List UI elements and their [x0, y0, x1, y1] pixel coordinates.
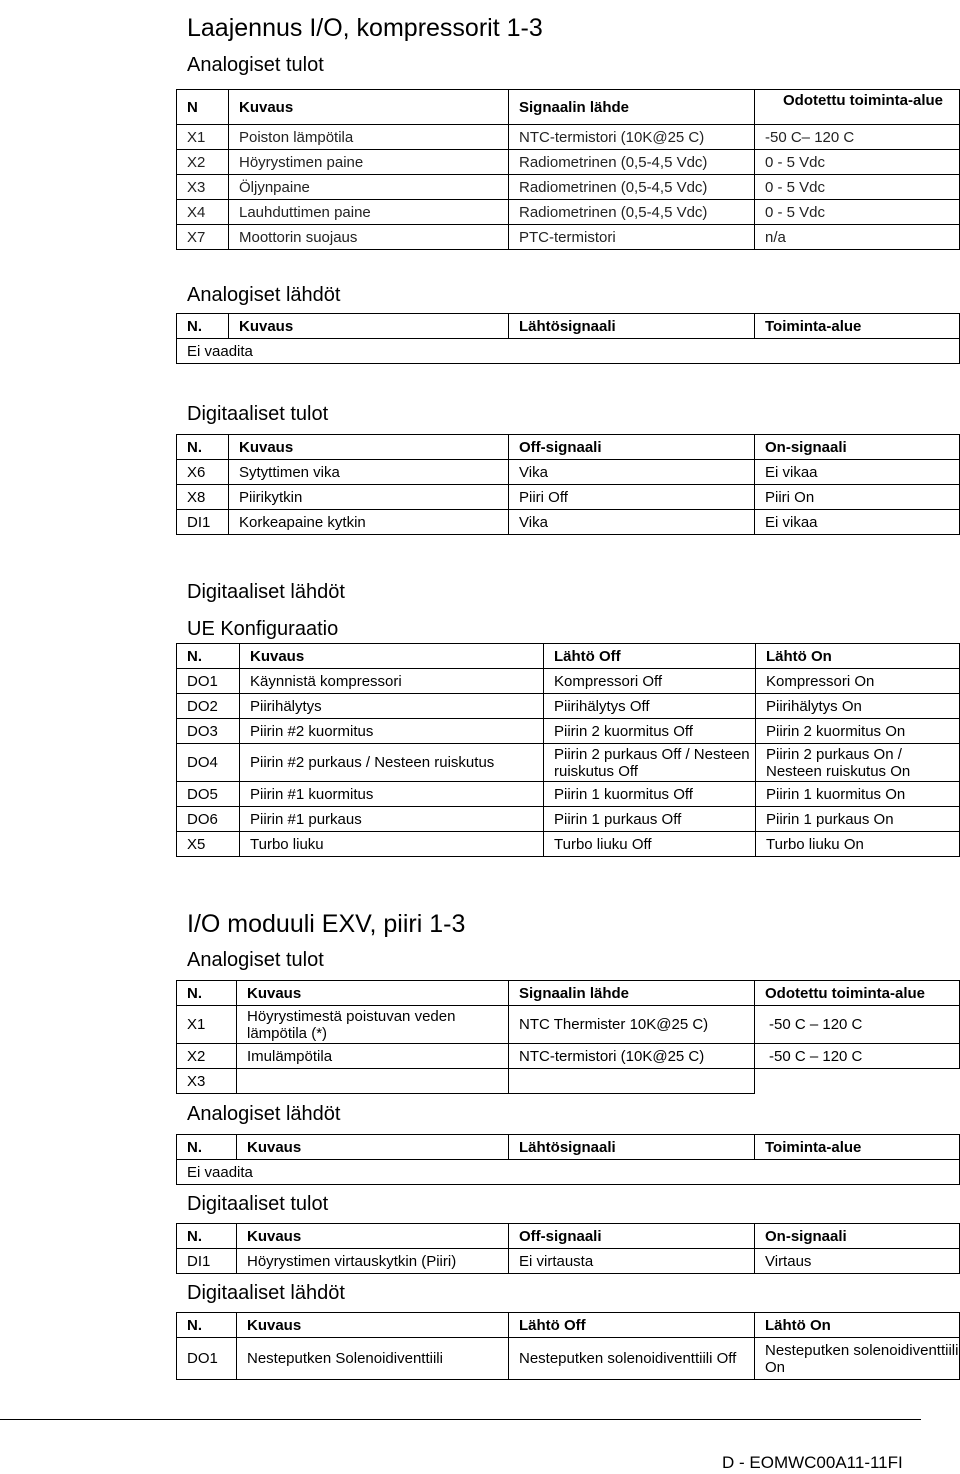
cell: Höyrystimen paine	[229, 150, 509, 175]
cell: Vika	[509, 460, 755, 485]
col-header: Kuvaus	[240, 644, 544, 669]
section-heading-analog-inputs: Analogiset tulot	[187, 54, 324, 76]
table-row	[177, 150, 960, 175]
col-header: N.	[177, 644, 240, 669]
table-row	[177, 225, 960, 250]
table-row	[177, 485, 960, 510]
table-row	[177, 1006, 960, 1044]
col-header: Off-signaali	[509, 1224, 755, 1249]
cell: DI1	[177, 510, 229, 535]
col-header: Kuvaus	[237, 981, 509, 1006]
table-row	[177, 744, 960, 782]
table-row	[177, 694, 960, 719]
table-row	[177, 782, 960, 807]
table-row	[177, 1044, 960, 1069]
cell: X1	[177, 125, 229, 150]
cell	[509, 1069, 755, 1094]
cell: X7	[177, 225, 229, 250]
cell: Käynnistä kompressori	[240, 669, 544, 694]
section-title: I/O moduuli EXV, piiri 1-3	[187, 910, 466, 938]
cell: Turbo liuku	[240, 832, 544, 857]
cell: Radiometrinen (0,5-4,5 Vdc)	[509, 175, 755, 200]
table-row	[177, 175, 960, 200]
col-header: On-signaali	[755, 435, 960, 460]
col-header: Odotettu toiminta-alue	[755, 90, 960, 125]
col-header: Off-signaali	[509, 435, 755, 460]
cell: NTC Thermister 10K@25 C)	[509, 1006, 755, 1044]
cell: Radiometrinen (0,5-4,5 Vdc)	[509, 200, 755, 225]
col-header: Lähtö Off	[544, 644, 756, 669]
col-header: N.	[177, 1313, 237, 1338]
exv-analog-inputs-table	[176, 980, 960, 1094]
table-header-row	[177, 981, 960, 1006]
cell: Piirin 1 kuormitus On	[756, 782, 960, 807]
table-header-row	[177, 1224, 960, 1249]
table-row	[177, 719, 960, 744]
section-heading-digital-outputs: Digitaaliset lähdöt	[187, 581, 345, 603]
cell: Piirihälytys	[240, 694, 544, 719]
document-code: D - EOMWC00A11-11FI	[722, 1453, 903, 1472]
cell: 0 - 5 Vdc	[755, 200, 960, 225]
cell: Höyrystimestä poistuvan veden lämpötila (*)	[237, 1006, 509, 1044]
col-header: Signaalin lähde	[509, 981, 755, 1006]
col-header: Toiminta-alue	[755, 1135, 960, 1160]
analog-inputs-table	[176, 89, 960, 250]
section-heading-analog-outputs: Analogiset lähdöt	[187, 284, 341, 306]
exv-analog-outputs-table	[176, 1134, 960, 1185]
cell: Piirin #1 kuormitus	[240, 782, 544, 807]
exv-digital-outputs-table	[176, 1312, 960, 1380]
table-row	[177, 832, 960, 857]
col-header: Lähtösignaali	[509, 314, 755, 339]
col-header: N	[177, 90, 229, 125]
cell: Piirin #2 purkaus / Nesteen ruiskutus	[240, 744, 544, 782]
cell: Piirikytkin	[229, 485, 509, 510]
col-header: Kuvaus	[229, 314, 509, 339]
table-row	[177, 510, 960, 535]
table-header-row	[177, 1313, 960, 1338]
cell: Sytyttimen vika	[229, 460, 509, 485]
cell	[755, 1069, 960, 1094]
cell: Piirin 2 purkaus On / Nesteen ruiskutus On	[756, 744, 960, 782]
cell: X1	[177, 1006, 237, 1044]
cell: Piirin 1 purkaus Off	[544, 807, 756, 832]
digital-outputs-table	[176, 643, 960, 857]
cell	[237, 1069, 509, 1094]
section-heading-digital-outputs: Digitaaliset lähdöt	[187, 1282, 345, 1304]
col-header: Kuvaus	[229, 435, 509, 460]
cell: -50 C – 120 C	[755, 1006, 960, 1044]
cell: 0 - 5 Vdc	[755, 150, 960, 175]
col-header: Kuvaus	[237, 1313, 509, 1338]
cell: DO6	[177, 807, 240, 832]
col-header: N.	[177, 1224, 237, 1249]
cell: Ei virtausta	[509, 1249, 755, 1274]
table-row	[177, 460, 960, 485]
cell: Öljynpaine	[229, 175, 509, 200]
section-heading-digital-inputs: Digitaaliset tulot	[187, 1193, 329, 1215]
cell: X2	[177, 1044, 237, 1069]
cell: 0 - 5 Vdc	[755, 175, 960, 200]
cell: -50 C– 120 C	[755, 125, 960, 150]
cell: DO4	[177, 744, 240, 782]
cell: PTC-termistori	[509, 225, 755, 250]
table-row	[177, 339, 960, 364]
cell: Korkeapaine kytkin	[229, 510, 509, 535]
cell: Turbo liuku On	[756, 832, 960, 857]
col-header: Lähtö On	[756, 644, 960, 669]
cell: Piirin 1 purkaus On	[756, 807, 960, 832]
cell: Piirin 1 kuormitus Off	[544, 782, 756, 807]
cell: Piiri On	[755, 485, 960, 510]
cell: Imulämpötila	[237, 1044, 509, 1069]
table-row	[177, 1338, 960, 1380]
col-header: Odotettu toiminta-alue	[755, 981, 960, 1006]
cell: Piirin 2 purkaus Off / Nesteen ruiskutus Off	[544, 744, 756, 782]
table-row	[177, 200, 960, 225]
cell: Piirin 2 kuormitus On	[756, 719, 960, 744]
cell: n/a	[755, 225, 960, 250]
cell: DO5	[177, 782, 240, 807]
col-header: Kuvaus	[229, 90, 509, 125]
cell: Piirihälytys On	[756, 694, 960, 719]
cell: DO3	[177, 719, 240, 744]
cell: Turbo liuku Off	[544, 832, 756, 857]
cell: Ei vikaa	[755, 510, 960, 535]
cell: Ei vikaa	[755, 460, 960, 485]
cell: DO1	[177, 669, 240, 694]
cell: -50 C – 120 C	[755, 1044, 960, 1069]
col-header: N.	[177, 314, 229, 339]
cell: X3	[177, 1069, 237, 1094]
cell: Moottorin suojaus	[229, 225, 509, 250]
cell: Piirin 2 kuormitus Off	[544, 719, 756, 744]
digital-inputs-table	[176, 434, 960, 535]
table-header-row	[177, 644, 960, 669]
table-row	[177, 1249, 960, 1274]
col-header: Signaalin lähde	[509, 90, 755, 125]
col-header: N.	[177, 1135, 237, 1160]
col-header: Toiminta-alue	[755, 314, 960, 339]
cell: DO1	[177, 1338, 237, 1380]
section-subheading-ue-config: UE Konfiguraatio	[187, 618, 339, 640]
cell: Poiston lämpötila	[229, 125, 509, 150]
cell: NTC-termistori (10K@25 C)	[509, 125, 755, 150]
section-heading-analog-outputs: Analogiset lähdöt	[187, 1103, 341, 1125]
cell: Lauhduttimen paine	[229, 200, 509, 225]
section-title: Laajennus I/O, kompressorit 1-3	[187, 14, 543, 42]
table-row	[177, 1160, 960, 1185]
col-header: Lähtösignaali	[509, 1135, 755, 1160]
col-header: N.	[177, 981, 237, 1006]
analog-outputs-table	[176, 313, 960, 364]
cell: Piirihälytys Off	[544, 694, 756, 719]
table-row	[177, 807, 960, 832]
cell-note: Ei vaadita	[177, 1160, 960, 1185]
col-header: Kuvaus	[237, 1224, 509, 1249]
cell: DI1	[177, 1249, 237, 1274]
table-header-row	[177, 90, 960, 125]
table-header-row	[177, 1135, 960, 1160]
cell: Virtaus	[755, 1249, 960, 1274]
footer-divider	[0, 1419, 921, 1420]
cell-note: Ei vaadita	[177, 339, 960, 364]
cell: X8	[177, 485, 229, 510]
cell: X2	[177, 150, 229, 175]
exv-digital-inputs-table	[176, 1223, 960, 1274]
cell: Nesteputken solenoidiventtiili Off	[509, 1338, 755, 1380]
cell: Vika	[509, 510, 755, 535]
cell: X5	[177, 832, 240, 857]
section-heading-digital-inputs: Digitaaliset tulot	[187, 403, 329, 425]
section-heading-analog-inputs: Analogiset tulot	[187, 949, 324, 971]
col-header: On-signaali	[755, 1224, 960, 1249]
cell: X4	[177, 200, 229, 225]
col-header: Lähtö On	[755, 1313, 960, 1338]
cell: Kompressori On	[756, 669, 960, 694]
cell: Radiometrinen (0,5-4,5 Vdc)	[509, 150, 755, 175]
cell: Piirin #1 purkaus	[240, 807, 544, 832]
cell: Höyrystimen virtauskytkin (Piiri)	[237, 1249, 509, 1274]
cell: X3	[177, 175, 229, 200]
table-header-row	[177, 314, 960, 339]
cell: Nesteputken solenoidiventtiili On	[755, 1338, 960, 1380]
cell: Piirin #2 kuormitus	[240, 719, 544, 744]
cell: DO2	[177, 694, 240, 719]
cell: Kompressori Off	[544, 669, 756, 694]
table-row	[177, 125, 960, 150]
cell: X6	[177, 460, 229, 485]
table-header-row	[177, 435, 960, 460]
table-row	[177, 669, 960, 694]
table-row	[177, 1069, 960, 1094]
col-header: Lähtö Off	[509, 1313, 755, 1338]
col-header: Kuvaus	[237, 1135, 509, 1160]
col-header: N.	[177, 435, 229, 460]
cell: Nesteputken Solenoidiventtiili	[237, 1338, 509, 1380]
cell: NTC-termistori (10K@25 C)	[509, 1044, 755, 1069]
cell: Piiri Off	[509, 485, 755, 510]
